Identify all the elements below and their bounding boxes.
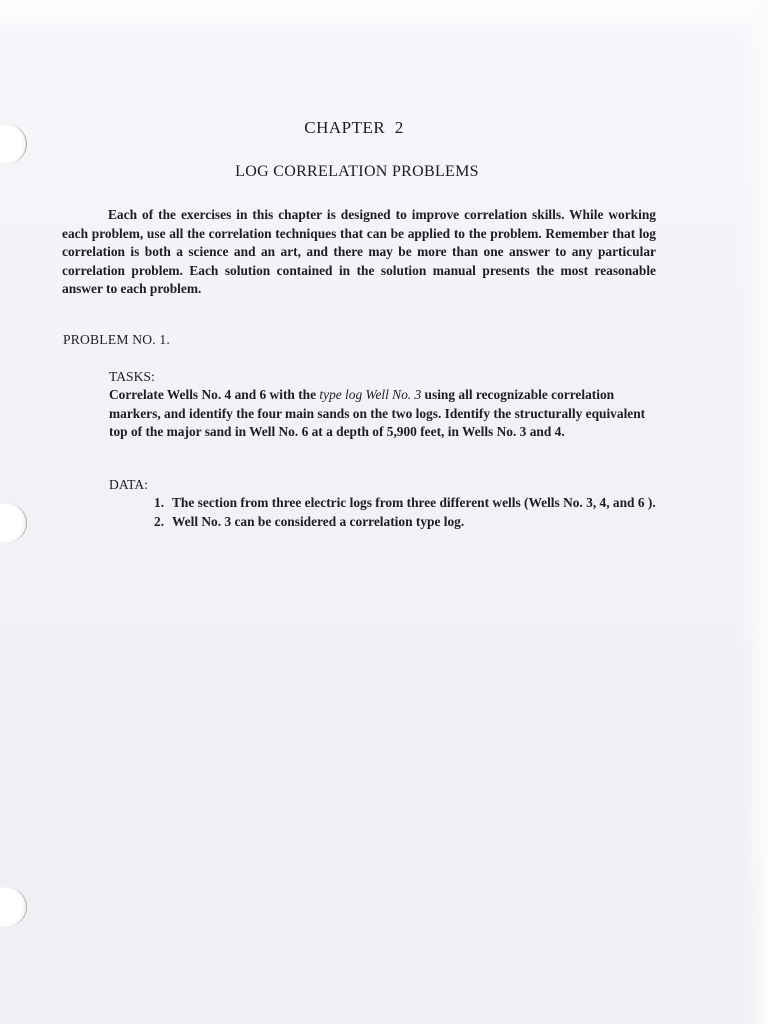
- problem-heading: PROBLEM NO. 1.: [63, 332, 171, 347]
- binder-hole-middle: [0, 503, 27, 543]
- data-list: [154, 494, 664, 531]
- list-item-text: Well No. 3 can be considered a correlation type log.: [172, 513, 465, 529]
- list-item-text: The section from three electric logs from three different wells (Wells No. 3, 4, and 6 ).: [172, 495, 656, 510]
- tasks-heading: TASKS:: [109, 369, 155, 384]
- page-top-edge: [0, 0, 768, 26]
- section-title: LOG CORRELATION PROBLEMS: [235, 163, 479, 180]
- list-item: [154, 513, 664, 532]
- intro-paragraph: Each of the exercises in this chapter is designed to improve correlation skills. While working each problem, use all the correlation techniques that can be applied to the problem. Remember that log correlation is both a science and an art, and there may be more than one answer to any particular correlation problem. Each solution contained in the solution manual presents the most reasonable answer to each problem.: [62, 207, 656, 297]
- tasks-text-emphasis: type log Well No. 3: [319, 387, 422, 402]
- tasks-text: [109, 386, 659, 442]
- tasks-text-end: using all recognizable correlation markers, and identify the four main sands on the two logs. Identify the structurally equivalent top of the major sand in Well No. 6 at a depth of 5,900 feet, in Wells No. 3 and 4.: [109, 387, 646, 439]
- list-item-number: 1.: [154, 495, 165, 510]
- binder-hole-bottom: [0, 887, 27, 927]
- page-right-edge: [740, 0, 768, 1024]
- tasks-text-start: Correlate Wells No. 4 and 6 with the: [109, 387, 320, 402]
- list-item: [154, 494, 664, 513]
- list-item-number: 2.: [154, 513, 165, 529]
- data-heading: DATA:: [109, 477, 148, 492]
- chapter-title: CHAPTER 2: [304, 118, 404, 137]
